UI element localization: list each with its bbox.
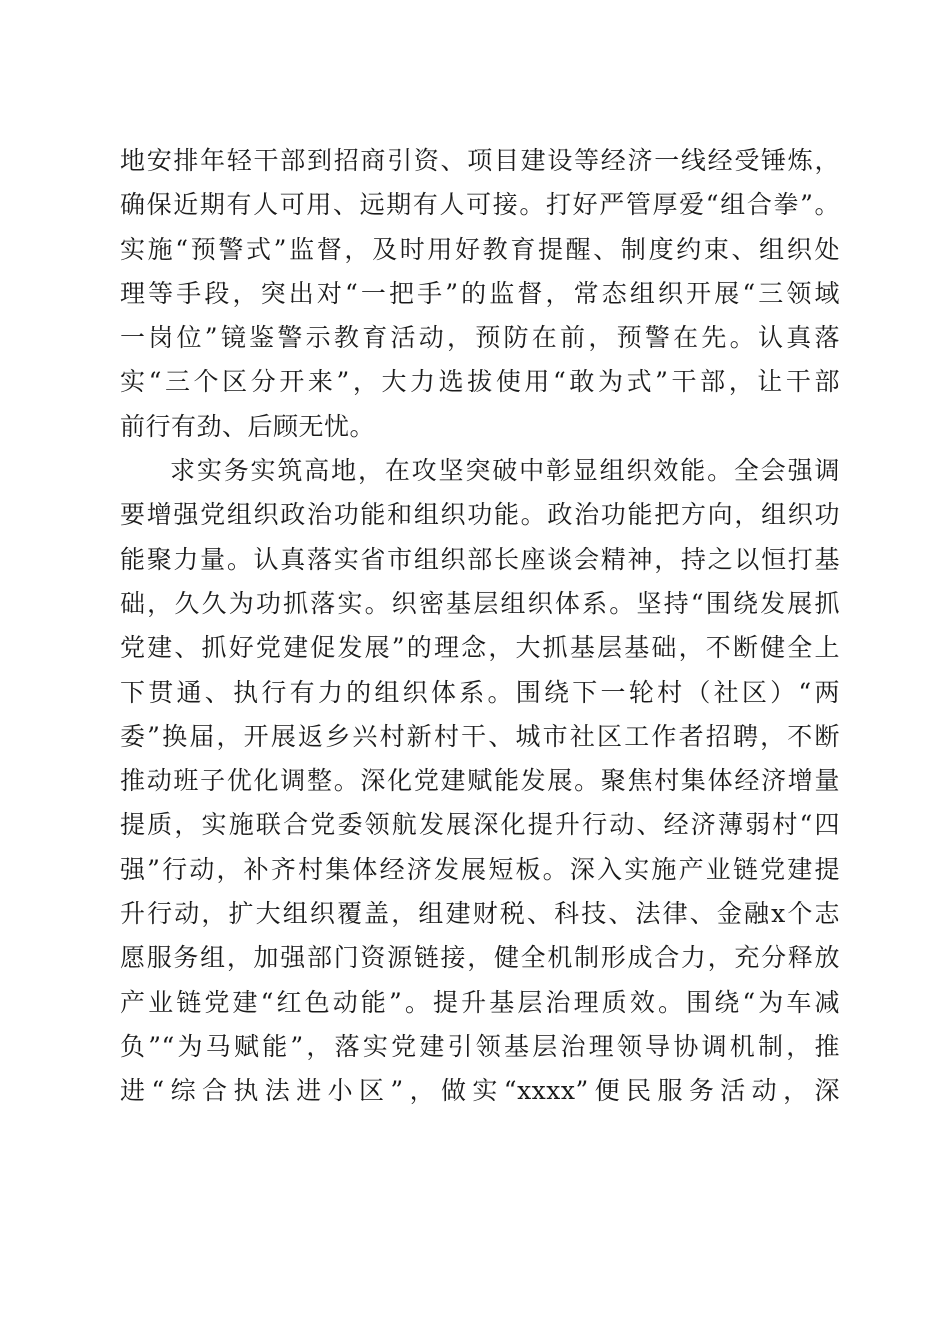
- text-line: 理等手段，突出对“一把手”的监督，常态组织开展“三领域: [120, 278, 840, 308]
- text-line: 地安排年轻干部到招商引资、项目建设等经济一线经受锤炼，: [120, 146, 840, 175]
- text-line: 一岗位”镜鉴警示教育活动，预防在前，预警在先。认真落: [120, 323, 840, 353]
- body-text: [120, 139, 840, 1114]
- text-line: 前行有劲、后顾无忧。: [120, 411, 376, 441]
- text-line: 党建、抓好党建促发展”的理念，大抓基层基础，不断健全上: [120, 633, 840, 663]
- text-line: 础，久久为功抓落实。织密基层组织体系。坚持“围绕发展抓: [120, 588, 840, 618]
- text-line: 强”行动，补齐村集体经济发展短板。深入实施产业链党建提: [120, 854, 840, 884]
- paragraph-first-line: 求实务实筑高地，在攻坚突破中彰显组织效能。全会强调: [170, 456, 840, 486]
- text-line: 产业链党建“红色动能”。提升基层治理质效。围绕“为车减: [120, 987, 840, 1017]
- text-line: 委”换届，开展返乡兴村新村干、城市社区工作者招聘，不断: [120, 721, 840, 751]
- text-line: 实施“预警式”监督，及时用好教育提醒、制度约束、组织处: [120, 234, 840, 264]
- text-line: 能聚力量。认真落实省市组织部长座谈会精神，持之以恒打基: [120, 544, 840, 574]
- text-line: 下贯通、执行有力的组织体系。围绕下一轮村（社区）“两: [120, 677, 840, 707]
- text-line: 愿服务组，加强部门资源链接，健全机制形成合力，充分释放: [120, 943, 840, 973]
- text-line: 推动班子优化调整。深化党建赋能发展。聚焦村集体经济增量: [120, 766, 840, 796]
- text-line: 要增强党组织政治功能和组织功能。政治功能把方向，组织功: [120, 500, 840, 530]
- text-line: 实“三个区分开来”，大力选拔使用“敢为式”干部，让干部: [120, 367, 840, 397]
- text-line: 负”“为马赋能”，落实党建引领基层治理领导协调机制，推: [120, 1031, 840, 1061]
- text-line: 进“综合执法进小区”，做实“xxxx”便民服务活动，深: [120, 1076, 840, 1106]
- text-line: 升行动，扩大组织覆盖，组建财税、科技、法律、金融x个志: [120, 899, 840, 929]
- text-line: 提质，实施联合党委领航发展深化提升行动、经济薄弱村“四: [120, 810, 840, 840]
- text-line: 确保近期有人可用、远期有人可接。打好严管厚爱“组合拳”。: [120, 190, 840, 220]
